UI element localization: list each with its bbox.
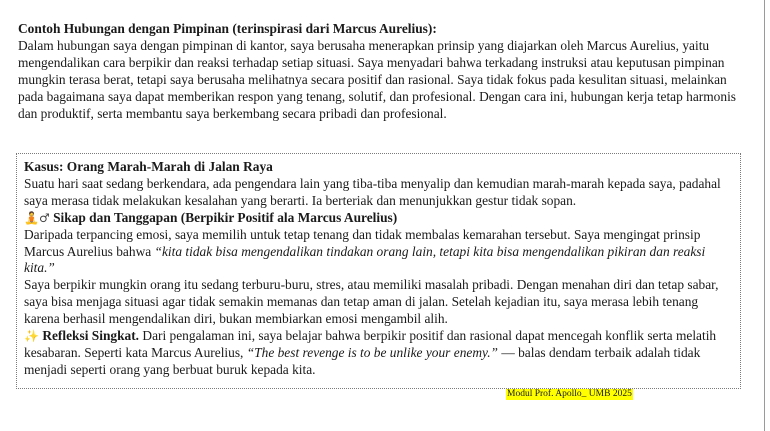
case-story: Suatu hari saat sedang berkendara, ada pengendara lain yang tiba-tiba menyalip dan kemudian marah-marah kepada saya, padahal saya merasa tidak melakukan kesalahan yang berarti. Ia berteriak dan menunjukkan gestur tidak sopan. (24, 175, 721, 208)
case-box (16, 153, 741, 389)
attitude-heading-line (24, 210, 732, 227)
reflection-text: Dari pengalaman ini, saya belajar bahwa berpikir positif dan rasional dapat mencegah konflik serta melatih kesabaran. Seperti kata Marcus Aurelius, (24, 328, 717, 360)
reflection-label: Refleksi Singkat. (42, 328, 140, 344)
reflection-paragraph (24, 328, 732, 379)
intro-section (18, 21, 738, 122)
sparkles-icon: ✨ (24, 329, 39, 344)
male-sign-icon: ♂ (38, 210, 50, 225)
intro-title: Contoh Hubungan dengan Pimpinan (terinspirasi dari Marcus Aurelius): (18, 21, 437, 36)
response-paragraph (24, 227, 732, 278)
page-edge-line (764, 0, 765, 431)
attitude-heading: Sikap dan Tanggapan (Berpikir Positif ala Marcus Aurelius) (53, 209, 398, 225)
footer-module-label: Modul Prof. Apollo_ UMB 2025 (507, 389, 632, 399)
response-lead: Daripada terpancing emosi, saya memilih untuk tetap tenang dan tidak membalas kemarahan tersebut. Saya mengingat prinsip Marcus Aurelius bahwa (24, 226, 701, 259)
revenge-quote: “The best revenge is to be unlike your enemy.” (246, 344, 498, 360)
meditating-person-icon: 🧘 (24, 210, 39, 225)
case-heading: Kasus: Orang Marah-Marah di Jalan Raya (24, 159, 273, 174)
reflection-end: — balas dendam terbaik adalah tidak menjadi seperti orang yang berbuat buruk kepada kita. (24, 344, 701, 377)
response-more: Saya berpikir mungkin orang itu sedang terburu-buru, stres, atau memiliki masalah pribadi. Dengan menahan diri dan tetap sabar, saya bisa menjaga situasi agar tidak semakin memanas dan tetap aman di jalan. Setelah kejadian itu, saya merasa lebih tenang karena berhasil mengendalikan diri, bukan membiarkan emosi mengambil alih. (24, 277, 719, 327)
intro-body: Dalam hubungan saya dengan pimpinan di kantor, saya berusaha menerapkan prinsip yang diajarkan oleh Marcus Aurelius, yaitu mengendalikan cara berpikir dan reaksi terhadap setiap situasi. Saya menyadari bahwa terkadang instruksi atau keputusan pimpinan mungkin terasa berat, tetapi saya berusaha melihatnya secara positif dan rasional. Saya tidak fokus pada kesulitan situasi, melainkan pada bagaimana saya dapat memberikan respon yang tenang, solutif, dan profesional. Dengan cara ini, hubungan kerja tetap harmonis dan produktif, serta membantu saya berkembang secara pribadi dan profesional. (18, 37, 737, 121)
aurelius-quote: “kita tidak bisa mengendalikan tindakan orang lain, tetapi kita bisa mengendalikan pikiran dan reaksi kita.” (24, 243, 706, 276)
